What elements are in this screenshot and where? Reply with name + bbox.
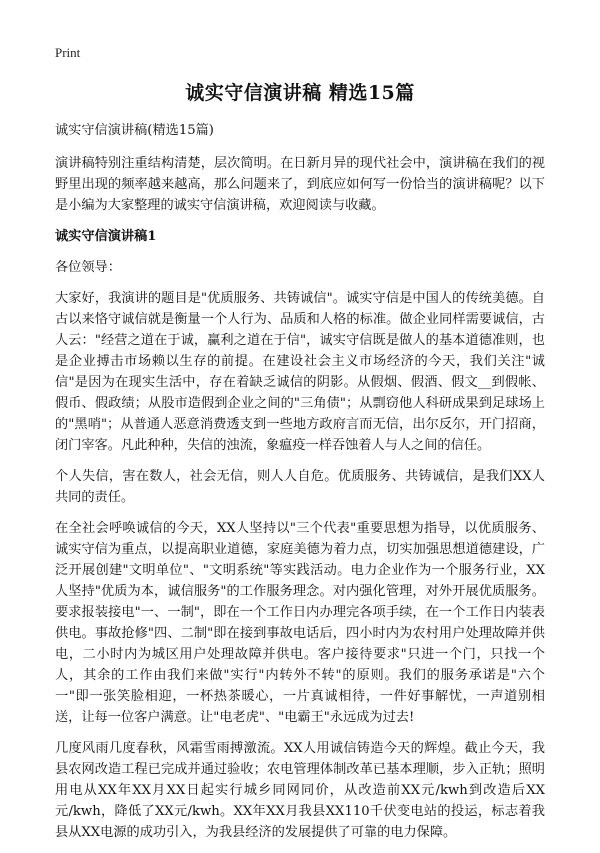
intro-paragraph: 演讲稿特别注重结构清楚，层次简明。在日新月异的现代社会中，演讲稿在我们的视野里出现的频率越来越高，那么问题来了，到底应如何写一份恰当的演讲稿呢？以下是小编为大家整理的诚实守信演讲稿，欢迎阅读与收藏。 <box>55 156 545 213</box>
section-heading: 诚实守信演讲稿1 <box>55 229 157 244</box>
document-subtitle: 诚实守信演讲稿(精选15篇) <box>55 123 214 138</box>
body-paragraph: 大家好，我演讲的题目是"优质服务、共铸诚信"。诚实守信是中国人的传统美德。自古以来恪守诚信就是衡量一个人行为、品质和人格的标准。做企业同样需要诚信，古人云："经营之道在于诚，赢利之道在于信"，诚实守信既是做人的基本道德准则，也是企业搏击市场赖以生存的前提。在建设社会主义市场经济的今天，我们关注"诚信"是因为在现实生活中，存在着缺乏诚信的阴影。从假烟、假酒、假文__到假帐、假币、假政绩；从股市造假到企业之间的"三角债"；从剽窃他人科研成果到足球场上的"黑哨"；从普通人恶意消费透支到一些地方政府言而无信，出尔反尔，开门招商，闭门宰客。凡此种种，失信的浊流，象瘟疫一样吞蚀着人与人之间的信任。 <box>55 291 545 453</box>
body-paragraph: 几度风雨几度春秋，风霜雪雨搏激流。XX人用诚信铸造今天的辉煌。截止今天，我县农网改造工程已完成并通过验收；农电管理体制改革已基本理顺，步入正轨；照明用电从XX年XX月XX日起实行城乡同网同价，从改造前XX元/kwh到改造后XX元/kwh，降低了XX元/kwh。XX年XX月我县XX110千伏变电站的投运，标志着我县从XX电源的成功引入，为我县经济的发展提供了可靠的电力保障。 <box>55 741 545 840</box>
body-paragraph: 在全社会呼唤诚信的今天，XX人坚持以"三个代表"重要思想为指导，以优质服务、诚实守信为重点，以提高职业道德，家庭美德为着力点，切实加强思想道德建设，广泛开展创建"文明单位"、"文明系统"等实践活动。电力企业作为一个服务行业，XX人坚持"优质为本，诚信服务"的工作服务理念。对内强化管理，对外开展优质服务。要求报装接电"一、一制"，即在一个工作日内办理完各项手续，在一个工作日内装表供电。事故抢修"四、二制"即在接到事故电话后，四小时内为农村用户处理故障并供电，二小时内为城区用户处理故障并供电。客户接待要求"只进一个门，只找一个人，其余的工作由我们来做"实行"内转外不转"的原则。我们的服务承诺是"六个一"即一张笑脸相迎，一杯热茶暖心，一片真诚相待，一件好事解忧，一声道别相送，让每一位客户满意。让"电老虎"、"电霸王"永远成为过去! <box>55 521 545 725</box>
salutation: 各位领导： <box>55 260 121 275</box>
page-title: 诚实守信演讲稿 精选15篇 <box>185 82 415 104</box>
print-link[interactable]: Print <box>55 45 81 60</box>
document-body <box>55 120 545 853</box>
body-paragraph: 个人失信，害在数人，社会无信，则人人自危。优质服务、共铸诚信，是我们XX人共同的责任。 <box>55 469 545 505</box>
